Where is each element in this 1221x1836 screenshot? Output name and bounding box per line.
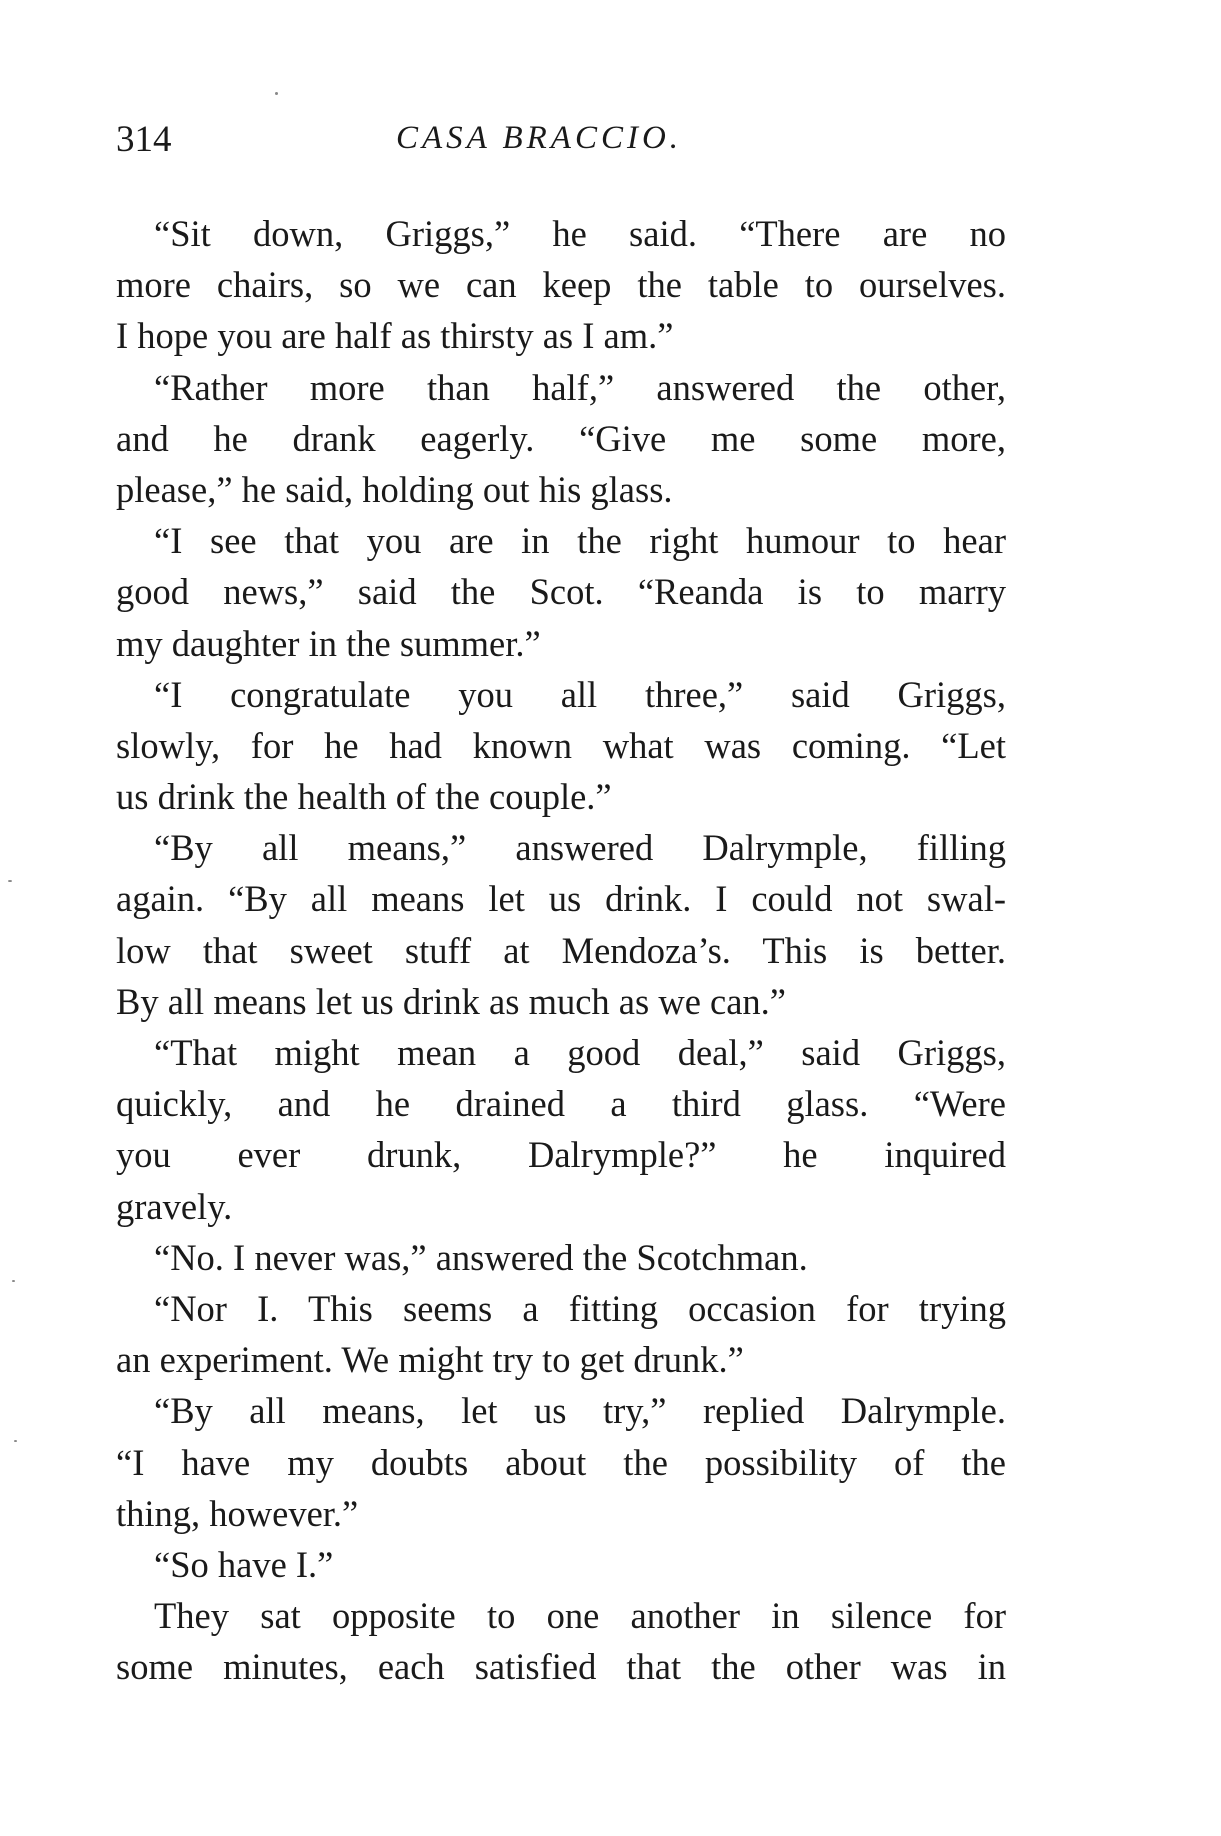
text-line: They sat opposite to one another in silence for (154, 1595, 1006, 1637)
running-title: CASA BRACCIO. (396, 120, 683, 156)
print-speck (275, 92, 278, 95)
text-line: gravely. (116, 1185, 233, 1227)
text-line: By all means let us drink as much as we can.” (116, 980, 786, 1022)
text-line: “Rather more than half,” answered the other, (154, 366, 1006, 408)
text-line: “I have my doubts about the possibility of the (116, 1441, 1006, 1483)
text-line: “By all means, let us try,” replied Dalrymple. (154, 1390, 1006, 1432)
text-line: slowly, for he had known what was coming. “Let (116, 724, 1006, 766)
text-line: please,” he said, holding out his glass. (116, 468, 673, 510)
text-line: “By all means,” answered Dalrymple, filling (154, 827, 1006, 869)
text-line: us drink the health of the couple.” (116, 776, 612, 818)
print-speck (12, 1280, 15, 1282)
text-line: quickly, and he drained a third glass. “Were (116, 1083, 1006, 1125)
text-line: I hope you are half as thirsty as I am.” (116, 315, 674, 357)
text-line: “That might mean a good deal,” said Griggs, (154, 1032, 1006, 1073)
text-line: “So have I.” (154, 1543, 334, 1585)
print-speck (8, 880, 12, 882)
body-text (116, 208, 1006, 1692)
running-head (116, 118, 1016, 168)
text-line: “Nor I. This seems a fitting occasion for trying (154, 1287, 1006, 1329)
text-line: my daughter in the summer.” (116, 622, 541, 664)
text-line: and he drank eagerly. “Give me some more, (116, 417, 1006, 459)
text-line: “No. I never was,” answered the Scotchman. (154, 1236, 808, 1278)
text-line: more chairs, so we can keep the table to ourselves. (116, 264, 1006, 306)
text-line: thing, however.” (116, 1492, 359, 1534)
page-number: 314 (116, 119, 172, 160)
text-line: you ever drunk, Dalrymple?” he inquired (116, 1134, 1006, 1176)
text-line: low that sweet stuff at Mendoza’s. This is better. (116, 929, 1006, 971)
text-line: an experiment. We might try to get drunk.” (116, 1339, 744, 1381)
text-line: “I see that you are in the right humour to hear (154, 520, 1006, 562)
text-line: again. “By all means let us drink. I could not swal- (116, 878, 1006, 920)
text-line: some minutes, each satisfied that the other was in (116, 1646, 1006, 1688)
text-line: “Sit down, Griggs,” he said. “There are no (154, 213, 1006, 254)
text-line: “I congratulate you all three,” said Griggs, (154, 673, 1006, 715)
print-speck (14, 1440, 17, 1442)
text-line: good news,” said the Scot. “Reanda is to marry (116, 571, 1006, 613)
